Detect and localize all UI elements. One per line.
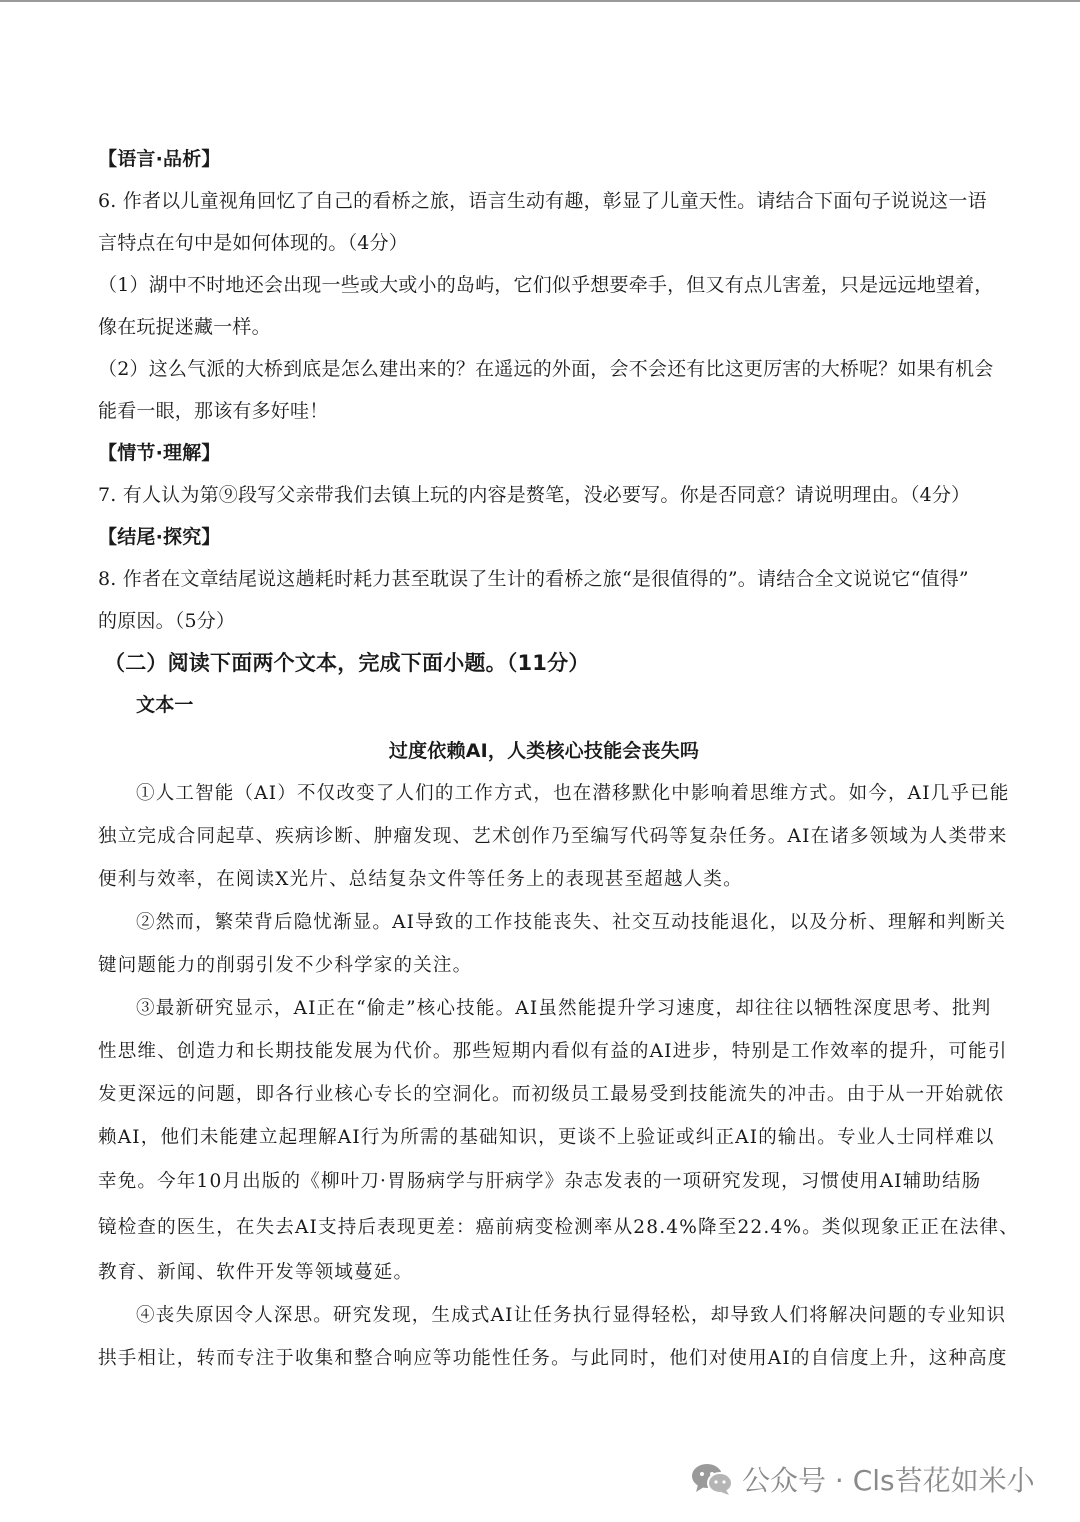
paragraph-4-line-1: ④丧失原因令人深思。研究发现，生成式AI让任务执行显得轻松，却导致人们将解决问题的专业知识 bbox=[136, 1305, 1007, 1326]
paragraph-3-line-2: 性思维、创造力和长期技能发展为代价。那些短期内看似有益的AI进步，特别是工作效率的提升，可能引 bbox=[98, 1041, 1008, 1062]
watermark-text: 公众号 · Cls苔花如米小 bbox=[742, 1464, 1035, 1497]
wechat-icon bbox=[690, 1461, 734, 1497]
paragraph-1-line-2: 独立完成合同起草、疾病诊断、肿瘤发现、艺术创作乃至编写代码等复杂任务。AI在诸多领域为人类带来 bbox=[98, 826, 1008, 847]
paragraph-3-line-5: 幸免。今年10月出版的《柳叶刀·胃肠病学与肝病学》杂志发表的一项研究发现，习惯使用AI辅助结肠 bbox=[98, 1171, 982, 1192]
paragraph-3-line-1: ③最新研究显示，AI正在“偷走”核心技能。AI虽然能提升学习速度，却往往以牺牲深度思考、批判 bbox=[136, 998, 992, 1019]
question-6-line-2: 言特点在句中是如何体现的。（4分） bbox=[98, 232, 408, 254]
heading-plot: 【情节·理解】 bbox=[98, 442, 221, 464]
heading-ending: 【结尾·探究】 bbox=[98, 526, 221, 548]
question-8-line-2: 的原因。（5分） bbox=[98, 610, 236, 632]
paragraph-3-line-3: 发更深远的问题，即各行业核心专长的空洞化。而初级员工最易受到技能流失的冲击。由于从一开始就依 bbox=[98, 1084, 1005, 1105]
document-page bbox=[98, 138, 1019, 1380]
article-title: 过度依赖AI，人类核心技能会丧失吗 bbox=[388, 740, 700, 762]
paragraph-3-line-7: 教育、新闻、软件开发等领域蔓延。 bbox=[98, 1262, 414, 1283]
paragraph-1-line-3: 便利与效率，在阅读X光片、总结复杂文件等任务上的表现甚至超越人类。 bbox=[98, 869, 743, 890]
heading-language: 【语言·品析】 bbox=[98, 148, 221, 170]
question-6-line-1: 6. 作者以儿童视角回忆了自己的看桥之旅，语言生动有趣，彰显了儿童天性。请结合下面句子说说这一语 bbox=[98, 190, 987, 212]
text-1-label: 文本一 bbox=[136, 694, 194, 716]
paragraph-1-line-1: ①人工智能（AI）不仅改变了人们的工作方式，也在潜移默化中影响着思维方式。如今，AI几乎已能 bbox=[136, 783, 1010, 804]
paragraph-2-line-1: ②然而，繁荣背后隐忧渐显。AI导致的工作技能丧失、社交互动技能退化，以及分析、理解和判断关 bbox=[136, 912, 1007, 933]
sentence-1-line-1: （1）湖中不时地还会出现一些或大或小的岛屿，它们似乎想要牵手，但又有点儿害羞，只是远远地望着， bbox=[98, 274, 994, 296]
sentence-1-line-2: 像在玩捉迷藏一样。 bbox=[98, 316, 271, 338]
sentence-2-line-1: （2）这么气派的大桥到底是怎么建出来的？在遥远的外面，会不会还有比这更厉害的大桥呢？如果有机会 bbox=[98, 358, 994, 380]
part-2-title: （二）阅读下面两个文本，完成下面小题。（11分） bbox=[104, 651, 590, 675]
top-border bbox=[0, 0, 1080, 2]
question-7: 7. 有人认为第⑨段写父亲带我们去镇上玩的内容是赘笔，没必要写。你是否同意？请说明理由。（4分） bbox=[98, 484, 971, 506]
paragraph-4-line-2: 拱手相让，转而专注于收集和整合响应等功能性任务。与此同时，他们对使用AI的自信度上升，这种高度 bbox=[98, 1348, 1008, 1369]
sentence-2-line-2: 能看一眼，那该有多好哇！ bbox=[98, 400, 329, 422]
paragraph-2-line-2: 键问题能力的削弱引发不少科学家的关注。 bbox=[98, 955, 473, 976]
paragraph-3-line-4: 赖AI，他们未能建立起理解AI行为所需的基础知识，更谈不上验证或纠正AI的输出。专业人士同样难以 bbox=[98, 1127, 995, 1148]
paragraph-3-line-6: 镜检查的医生，在失去AI支持后表现更差：癌前病变检测率从28.4%降至22.4%。类似现象正正在法律、 bbox=[98, 1217, 1019, 1238]
watermark bbox=[690, 1452, 1035, 1506]
question-8-line-1: 8. 作者在文章结尾说这趟耗时耗力甚至耽误了生计的看桥之旅“是很值得的”。请结合全文说说它“值得” bbox=[98, 568, 969, 590]
